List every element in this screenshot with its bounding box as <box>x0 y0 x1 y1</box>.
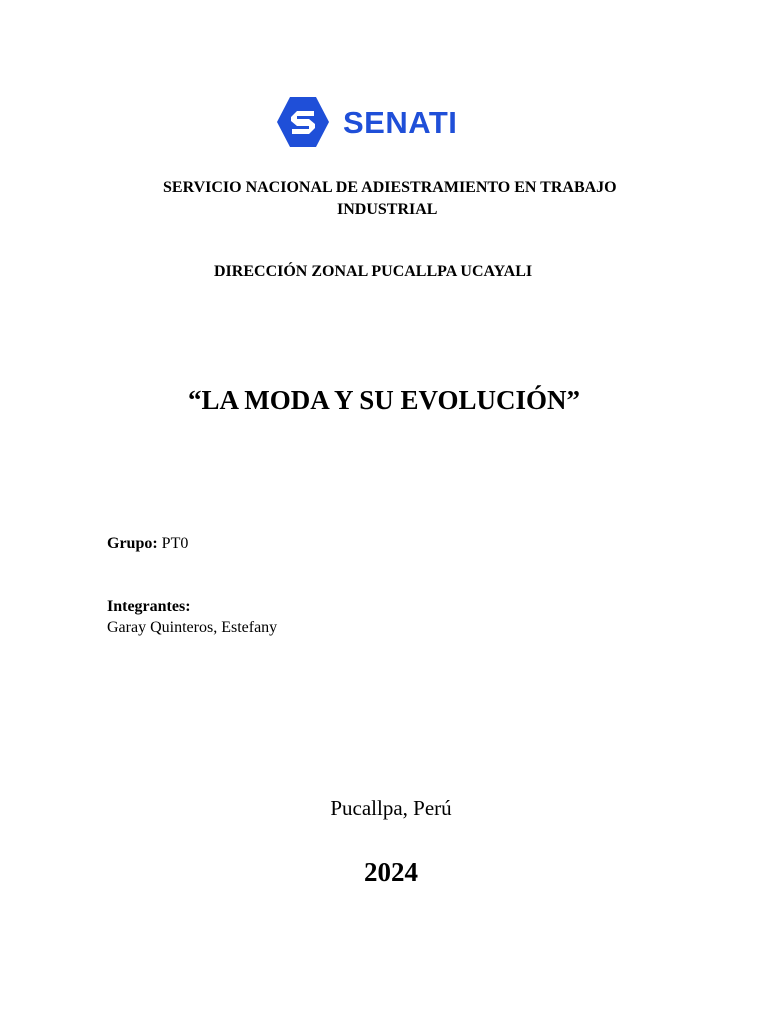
year: 2024 <box>364 857 418 887</box>
institution-name-line2: INDUSTRIAL <box>337 201 438 218</box>
group-label: Grupo: <box>107 535 158 552</box>
member-name: Garay Quinteros, Estefany <box>107 619 278 636</box>
zonal-direction: DIRECCIÓN ZONAL PUCALLPA UCAYALI <box>214 263 533 280</box>
logo-wordmark: SENATI <box>343 104 458 140</box>
document-title: “LA MODA Y SU EVOLUCIÓN” <box>187 385 580 415</box>
group-value: PT0 <box>161 535 189 552</box>
group-line <box>107 535 188 553</box>
institution-name-line1: SERVICIO NACIONAL DE ADIESTRAMIENTO EN TRABAJO <box>163 179 617 196</box>
place: Pucallpa, Perú <box>330 796 452 820</box>
senati-s-hexagon-icon <box>276 96 330 148</box>
senati-logo <box>276 96 457 148</box>
members-label: Integrantes: <box>107 598 191 615</box>
